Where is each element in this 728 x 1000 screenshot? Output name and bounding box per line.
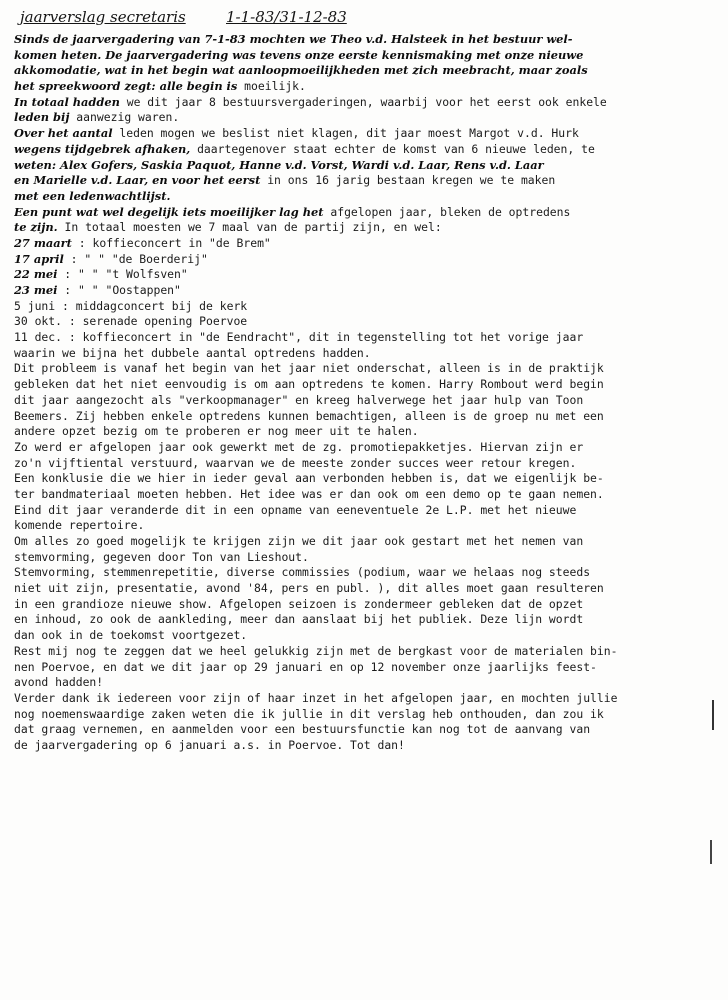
text-line bbox=[14, 95, 708, 111]
text-line bbox=[14, 409, 708, 425]
typed-text: dat graag vernemen, en aanmelden voor een bestuursfunctie kan nog tot de aanvang van bbox=[14, 722, 591, 737]
text-line bbox=[14, 393, 708, 409]
text-line bbox=[14, 32, 708, 48]
typed-text: leden mogen we beslist niet klagen, dit jaar moest Margot v.d. Hurk bbox=[112, 126, 579, 141]
typed-text: zo'n vijftiental verstuurd, waarvan we de meeste zonder succes weer retour kregen. bbox=[14, 455, 577, 470]
report-period: 1-1-83/31-12-83 bbox=[226, 8, 347, 26]
typed-text: gebleken dat het niet eenvoudig is om aan optredens te komen. Harry Rombout werd begin bbox=[14, 377, 604, 392]
typed-text: Eind dit jaar veranderde dit in een opname van eeneventuele 2e L.P. met het nieuwe bbox=[14, 502, 577, 517]
typed-text: moeilijk. bbox=[237, 79, 306, 94]
text-line bbox=[14, 471, 708, 487]
report-title: jaarverslag secretaris bbox=[20, 8, 186, 26]
text-line bbox=[14, 597, 708, 613]
handwritten-text: weten: Alex Gofers, Saskia Paquot, Hanne v.d. Vorst, Wardi v.d. Laar, Rens v.d. Laar bbox=[14, 157, 544, 172]
handwritten-text: met een ledenwachtlijst. bbox=[14, 188, 171, 203]
text-line bbox=[14, 63, 708, 79]
handwritten-text: 23 mei bbox=[14, 283, 58, 297]
typed-text: de jaarvergadering op 6 januari a.s. in Poervoe. Tot dan! bbox=[14, 737, 405, 752]
typed-text: nen Poervoe, en dat we dit jaar op 29 januari en op 12 november onze jaarlijks feest- bbox=[14, 659, 597, 674]
handwritten-text: komen heten. De jaarvergadering was tevens onze eerste kennismaking met onze nieuwe bbox=[14, 47, 584, 62]
text-line bbox=[14, 346, 708, 362]
text-line bbox=[14, 424, 708, 440]
margin-mark bbox=[712, 700, 714, 730]
text-line bbox=[14, 189, 708, 205]
typed-text: Om alles zo goed mogelijk te krijgen zijn we dit jaar ook gestart met het nemen van bbox=[14, 534, 584, 548]
handwritten-text: 22 mei bbox=[14, 267, 58, 282]
text-line bbox=[14, 518, 708, 534]
text-line bbox=[14, 48, 708, 64]
handwritten-text: leden bij bbox=[14, 110, 70, 125]
handwritten-text: Over het aantal bbox=[14, 126, 113, 141]
text-line bbox=[14, 565, 708, 581]
handwritten-text: het spreekwoord zegt: alle begin is bbox=[14, 79, 238, 94]
text-line bbox=[14, 330, 708, 346]
typed-text: aanwezig waren. bbox=[69, 110, 180, 125]
handwritten-text: Een punt wat wel degelijk iets moeilijker lag het bbox=[14, 204, 324, 219]
text-line bbox=[14, 628, 708, 644]
typed-text: dit jaar aangezocht als "verkoopmanager" en kreeg halverwege het jaar hulp van Toon bbox=[14, 392, 584, 407]
text-line bbox=[14, 660, 708, 676]
typed-text: in ons 16 jarig bestaan kregen we te maken bbox=[260, 173, 556, 188]
typed-text: 5 juni : middagconcert bij de kerk bbox=[14, 298, 248, 313]
text-line bbox=[14, 644, 708, 660]
text-line bbox=[14, 707, 708, 723]
typed-text: afgelopen jaar, bleken de optredens bbox=[323, 204, 571, 219]
typed-text: daartegenover staat echter de komst van 6 nieuwe leden, te bbox=[190, 141, 595, 156]
typed-text: en inhoud, zo ook de aankleding, meer dan aanslaat bij het publiek. Deze lijn wordt bbox=[14, 612, 584, 627]
margin-mark bbox=[710, 840, 712, 864]
text-line bbox=[14, 173, 708, 189]
typed-text: In totaal moesten we 7 maal van de partij zijn, en wel: bbox=[57, 220, 442, 235]
text-line bbox=[14, 377, 708, 393]
text-line bbox=[14, 299, 708, 315]
text-line bbox=[14, 487, 708, 503]
text-line bbox=[14, 158, 708, 174]
typed-text: andere opzet bezig om te proberen er nog meer uit te halen. bbox=[14, 424, 419, 439]
typed-text: in een grandioze nieuwe show. Afgelopen seizoen is zondermeer gebleken dat de opzet bbox=[14, 596, 584, 611]
text-line bbox=[14, 361, 708, 377]
typed-text: Een konklusie die we hier in ieder geval aan verbonden hebben is, dat we eigenlijk be- bbox=[14, 471, 604, 486]
text-line bbox=[14, 738, 708, 754]
text-line bbox=[14, 550, 708, 566]
text-line bbox=[14, 440, 708, 456]
typed-text: komende repertoire. bbox=[14, 518, 145, 533]
typed-text: nog noemenswaardige zaken weten die ik jullie in dit verslag heb onthouden, dan zou ik bbox=[14, 706, 604, 721]
typed-text: 11 dec. : koffieconcert in "de Eendracht", dit in tegenstelling tot het vorige jaar bbox=[14, 330, 584, 345]
handwritten-text: te zijn. bbox=[14, 220, 58, 235]
text-line bbox=[14, 503, 708, 519]
text-line bbox=[14, 675, 708, 691]
typed-text: Rest mij nog te zeggen dat we heel gelukkig zijn met de bergkast voor de materialen bin- bbox=[14, 643, 618, 658]
typed-text: Dit probleem is vanaf het begin van het jaar niet onderschat, alleen is in de praktijk bbox=[14, 361, 604, 376]
typed-text: waarin we bijna het dubbele aantal optredens hadden. bbox=[14, 345, 371, 360]
text-line bbox=[14, 534, 708, 550]
text-line bbox=[14, 456, 708, 472]
typed-text: : koffieconcert in "de Brem" bbox=[71, 235, 271, 250]
typed-text: Stemvorming, stemmenrepetitie, diverse commissies (podium, waar we helaas nog steeds bbox=[14, 565, 591, 580]
handwritten-text: wegens tijdgebrek afhaken, bbox=[14, 141, 191, 156]
handwritten-text: In totaal hadden bbox=[14, 94, 120, 109]
typed-text: 30 okt. : serenade opening Poervoe bbox=[14, 314, 248, 329]
text-line bbox=[14, 581, 708, 597]
typed-text: we dit jaar 8 bestuursvergaderingen, waarbij voor het eerst ook enkele bbox=[119, 94, 607, 109]
typed-text: avond hadden! bbox=[14, 675, 104, 690]
text-line bbox=[14, 722, 708, 738]
text-line bbox=[14, 691, 708, 707]
handwritten-text: en Marielle v.d. Laar, en voor het eerst bbox=[14, 173, 261, 188]
document-header bbox=[20, 6, 710, 28]
text-line bbox=[14, 110, 708, 126]
typed-text: niet uit zijn, presentatie, avond '84, pers en publ. ), dit alles moet gaan resulteren bbox=[14, 581, 604, 596]
handwritten-text: 27 maart bbox=[14, 235, 72, 250]
report-body bbox=[14, 32, 708, 754]
typed-text: : " " "de Boerderij" bbox=[63, 251, 208, 266]
text-line bbox=[14, 220, 708, 236]
typed-text: stemvorming, gegeven door Ton van Lieshout. bbox=[14, 549, 309, 564]
typed-text: Beemers. Zij hebben enkele optredens kunnen bemachtigen, alleen is de groep nu met een bbox=[14, 408, 604, 423]
typed-text: dan ook in de toekomst voortgezet. bbox=[14, 628, 248, 643]
typed-text: : " " "Oostappen" bbox=[57, 283, 181, 297]
text-line bbox=[14, 267, 708, 283]
typed-text: Zo werd er afgelopen jaar ook gewerkt met de zg. promotiepakketjes. Hiervan zijn er bbox=[14, 439, 584, 454]
text-line bbox=[14, 126, 708, 142]
text-line bbox=[14, 612, 708, 628]
text-line bbox=[14, 252, 708, 268]
handwritten-text: 17 april bbox=[14, 251, 64, 266]
text-line bbox=[14, 205, 708, 221]
typed-text: Verder dank ik iedereen voor zijn of haar inzet in het afgelopen jaar, en mochten jullie bbox=[14, 690, 618, 705]
handwritten-text: akkomodatie, wat in het begin wat aanloopmoeilijkheden met zich meebracht, maar zoals bbox=[14, 63, 588, 78]
handwritten-text: Sinds de jaarvergadering van 7-1-83 mochten we Theo v.d. Halsteek in het bestuur wel- bbox=[14, 32, 573, 46]
typed-text: ter bandmateriaal moeten hebben. Het idee was er dan ook om een demo op te gaan nemen. bbox=[14, 486, 604, 501]
typed-text: : " " "t Wolfsven" bbox=[57, 267, 188, 282]
text-line bbox=[14, 142, 708, 158]
text-line bbox=[14, 314, 708, 330]
text-line bbox=[14, 236, 708, 252]
text-line bbox=[14, 79, 708, 95]
text-line bbox=[14, 283, 708, 299]
